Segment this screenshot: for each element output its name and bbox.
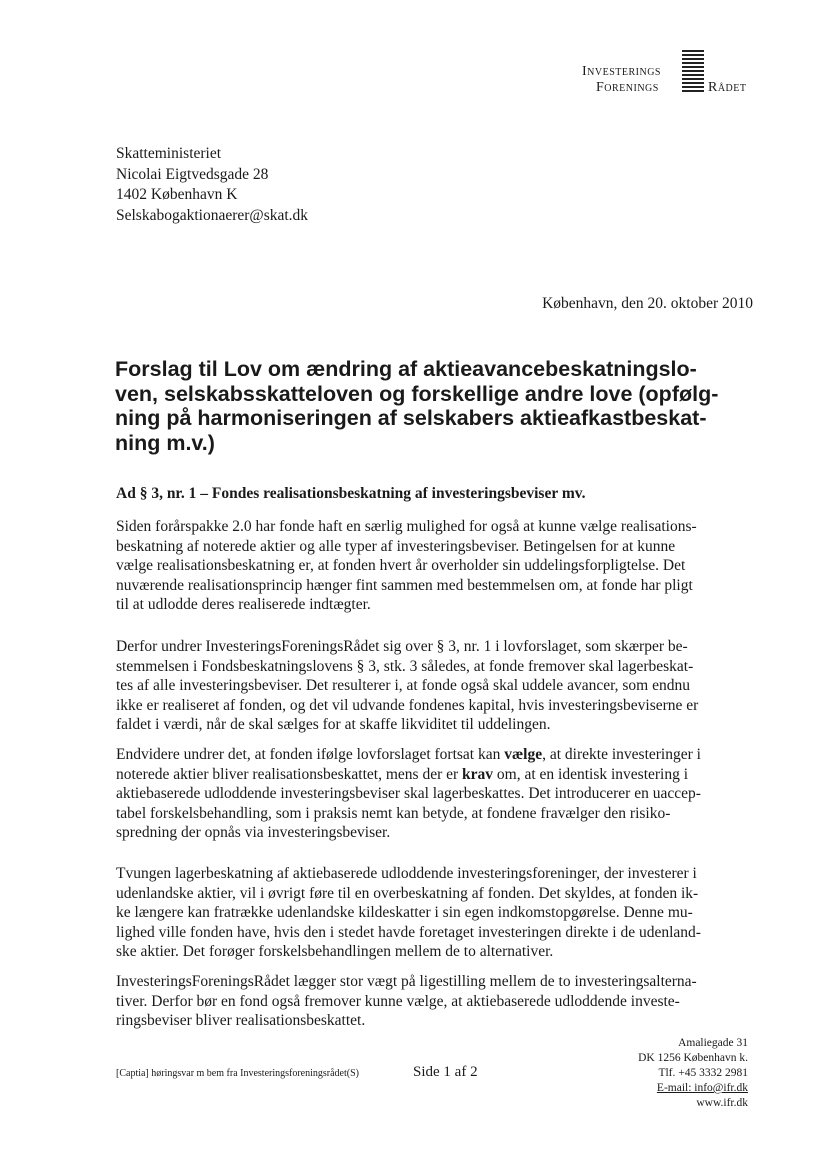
text-run: noterede aktier bliver realisationsbeskattet, mens der er [116,765,463,783]
text-run: Endvidere undrer det, at fonden ifølge lovforslaget fortsat kan [116,746,505,763]
contact-block [638,1036,748,1111]
contact-email-link[interactable]: E-mail: info@ifr.dk [656,1082,748,1094]
paragraph-line [116,745,766,765]
title-line: ven, selskabsskatteloven og forskellige andre love (opfølg- [115,381,719,406]
logo-stripes-icon [682,50,704,96]
paragraph-line: spredning der opnås via investeringsbeviser. [116,824,391,841]
paragraph-line: tes af alle investeringsbeviser. Det resulterer i, at fonde også skal uddele avancer, som endnu [116,677,690,694]
paragraph-line: nuværende realisationsprincip hænger fint sammen med bestemmelsen om, at fonde har pligt [116,576,693,594]
logo-line-2: Forenings [596,80,659,95]
paragraph-line: beskatning af noterede aktier og alle typer af investeringsbeviser. Betingelsen for at kunne [116,537,676,555]
paragraph-line: Siden forårspakke 2.0 har fonde haft en særlig mulighed for også at kunne vælge realisations- [116,518,697,535]
recipient-name: Skatteministeriet [116,145,222,162]
paragraph-line [116,765,766,785]
paragraph-line: tabel forskelsbehandling, som i praksis nemt kan betyde, at fondene fravælger den risiko- [116,804,671,822]
contact-city: DK 1256 København k. [638,1052,748,1064]
recipient-email: Selskabogaktionaerer@skat.dk [116,206,309,224]
section-subheading: Ad § 3, nr. 1 – Fondes realisationsbeskatning af investeringsbeviser mv. [116,485,586,502]
paragraph-line: faldet i værdi, når de skal sælges for at skaffe likviditet til uddelingen. [116,716,551,733]
contact-street: Amaliegade 31 [678,1037,748,1049]
footer-document-reference: [Captia] høringsvar m bem fra Investeringsforeningsrådet(S) [116,1068,359,1079]
paragraph-line: ikke er realiseret af fonden, og det vil udvande fondenes kapital, hvis investeringsbeviserne er [116,696,699,714]
text-run: , at direkte investeringer i [542,746,701,763]
logo-line-1: Investerings [582,64,661,79]
document-title [115,357,755,455]
page-number: Side 1 af 2 [413,1064,478,1080]
paragraph-line: vælge realisationsbeskatning er, at fonden hvert år overholder sin uddelingsforpligtelse. Det [116,557,686,574]
paragraph-3 [116,745,766,843]
paragraph-line: udenlandske aktier, vil i øvrigt føre til en overbeskatning af fonden. Det skyldes, at fonden ik- [116,884,699,902]
recipient-address [116,144,308,226]
recipient-city: 1402 København K [116,186,238,203]
paragraph-line: Tvungen lagerbeskatning af aktiebaserede udloddende investeringsforeninger, der investerer i [116,865,697,882]
paragraph-line: Derfor undrer InvesteringsForeningsRådet sig over § 3, nr. 1 i lovforslaget, som skærper be- [116,638,688,655]
paragraph-line: stemmelsen i Fondsbeskatningslovens § 3, stk. 3 således, at fonde fremover skal lagerbeskat- [116,657,694,675]
paragraph-line: ke længere kan fratrække udenlandske kildeskatter i sin egen indkomstopgørelse. Denne mu- [116,904,693,921]
emphasis-vaelge: vælge [504,746,543,763]
paragraph-line: ringsbeviser bliver realisationsbeskattet. [116,1012,366,1029]
paragraph-2 [116,637,766,735]
paragraph-line: ske aktier. Det forøger forskelsbehandlingen mellem de to alternativer. [116,943,554,960]
paragraph-line: aktiebaserede udloddende investeringsbeviser skal lagerbeskattes. Det introducerer en uaccep- [116,785,701,802]
logo-line-3: Rådet [708,80,747,95]
paragraph-line: lighed ville fonden have, hvis den i stedet havde foretaget investeringen direkte i de udenland- [116,923,701,941]
paragraph-line: InvesteringsForeningsRådet lægger stor vægt på ligestilling mellem de to investeringsalterna- [116,973,697,990]
paragraph-line: til at udlodde deres realiserede indtægter. [116,596,371,613]
emphasis-krav: krav [462,765,494,783]
text-run: om, at en identisk investering i [493,765,689,783]
title-line: Forslag til Lov om ændring af aktieavancebeskatningslo- [115,357,697,381]
paragraph-4 [116,864,766,962]
recipient-street: Nicolai Eigtvedsgade 28 [116,165,269,183]
paragraph-1 [116,517,766,615]
paragraph-line: tiver. Derfor bør en fond også fremover kunne vælge, at aktiebaserede udloddende investe- [116,992,680,1010]
title-line: ning m.v.) [115,430,215,455]
paragraph-5 [116,972,766,1031]
ifr-logo [570,50,770,100]
contact-phone: Tlf. +45 3332 2981 [658,1067,748,1079]
contact-website-link[interactable]: www.ifr.dk [696,1097,748,1109]
letter-date: København, den 20. oktober 2010 [542,295,753,312]
title-line: ning på harmoniseringen af selskabers aktieafkastbeskat- [115,406,707,430]
